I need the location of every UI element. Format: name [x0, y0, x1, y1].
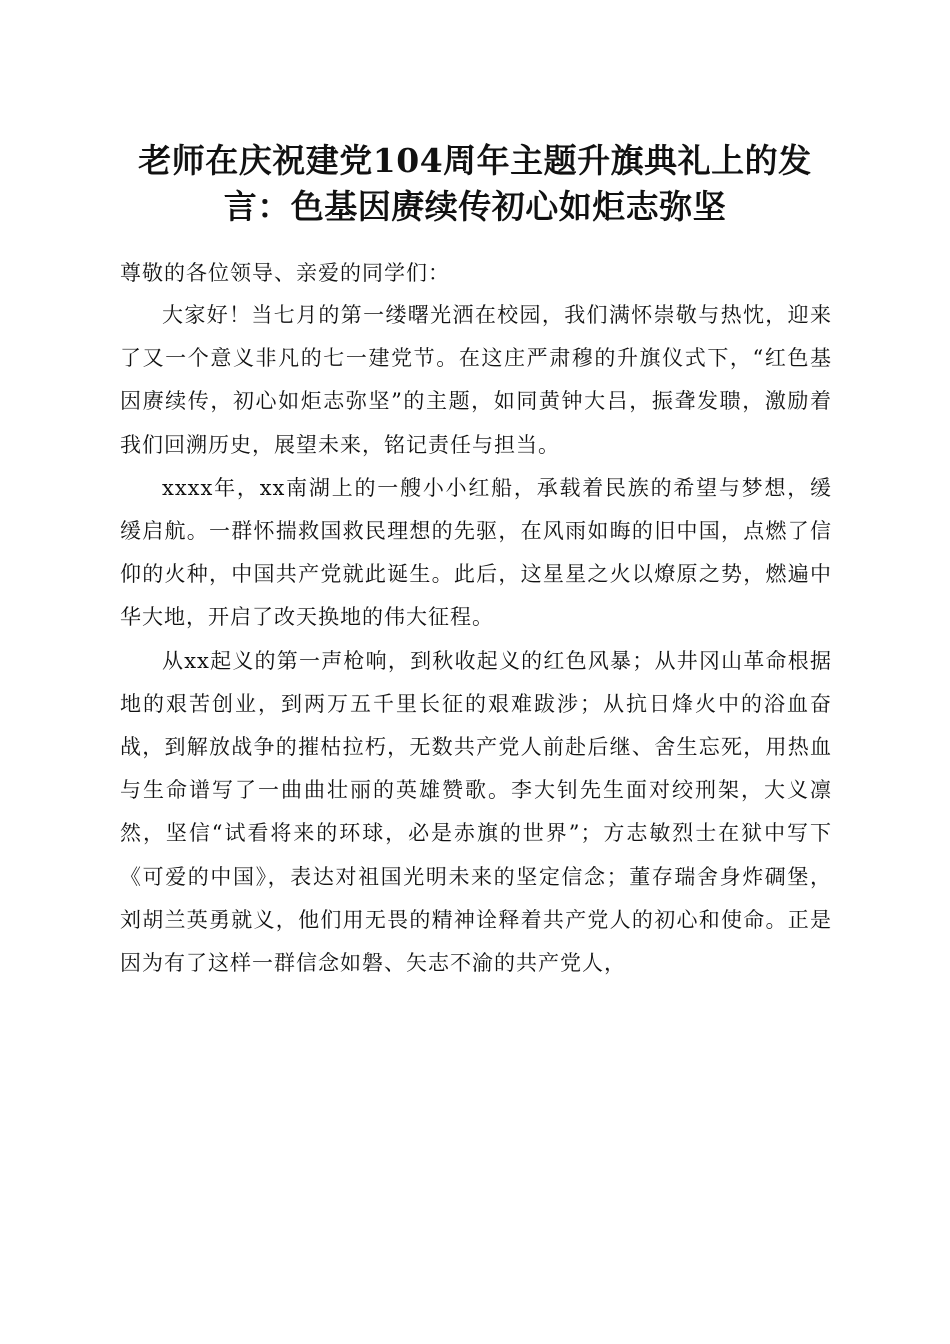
paragraph: 从xx起义的第一声枪响，到秋收起义的红色风暴；从井冈山革命根据地的艰苦创业，到两万五千里长征的艰难跋涉；从抗日烽火中的浴血奋战，到解放战争的摧枯拉朽，无数共产党人前赴后继、舍生忘死，用热血与生命谱写了一曲曲壮丽的英雄赞歌。李大钊先生面对绞刑架，大义凛然，坚信“试看将来的环球，必是赤旗的世界”；方志敏烈士在狱中写下《可爱的中国》，表达对祖国光明未来的坚定信念；董存瑞舍身炸碉堡，刘胡兰英勇就义，他们用无畏的精神诠释着共产党人的初心和使命。正是因为有了这样一群信念如磐、矢志不渝的共产党人，	[120, 648, 832, 976]
document-title: 老师在庆祝建党104周年主题升旗典礼上的发言：色基因赓续传初心如炬志弥坚	[138, 141, 812, 226]
paragraph: xxxx年，xx南湖上的一艘小小红船，承载着民族的希望与梦想，缓缓启航。一群怀揣救国救民理想的先驱，在风雨如晦的旧中国，点燃了信仰的火种，中国共产党就此诞生。此后，这星星之火以燎原之势，燃遍中华大地，开启了改天换地的伟大征程。	[120, 475, 832, 630]
salutation: 尊敬的各位领导、亲爱的同学们：	[120, 261, 450, 285]
paragraph: 大家好！当七月的第一缕曙光洒在校园，我们满怀崇敬与热忱，迎来了又一个意义非凡的七一建党节。在这庄严肃穆的升旗仪式下，“红色基因赓续传，初心如炬志弥坚”的主题，如同黄钟大吕，振聋发聩，激励着我们回溯历史，展望未来，铭记责任与担当。	[120, 303, 832, 457]
document-body	[120, 252, 832, 985]
